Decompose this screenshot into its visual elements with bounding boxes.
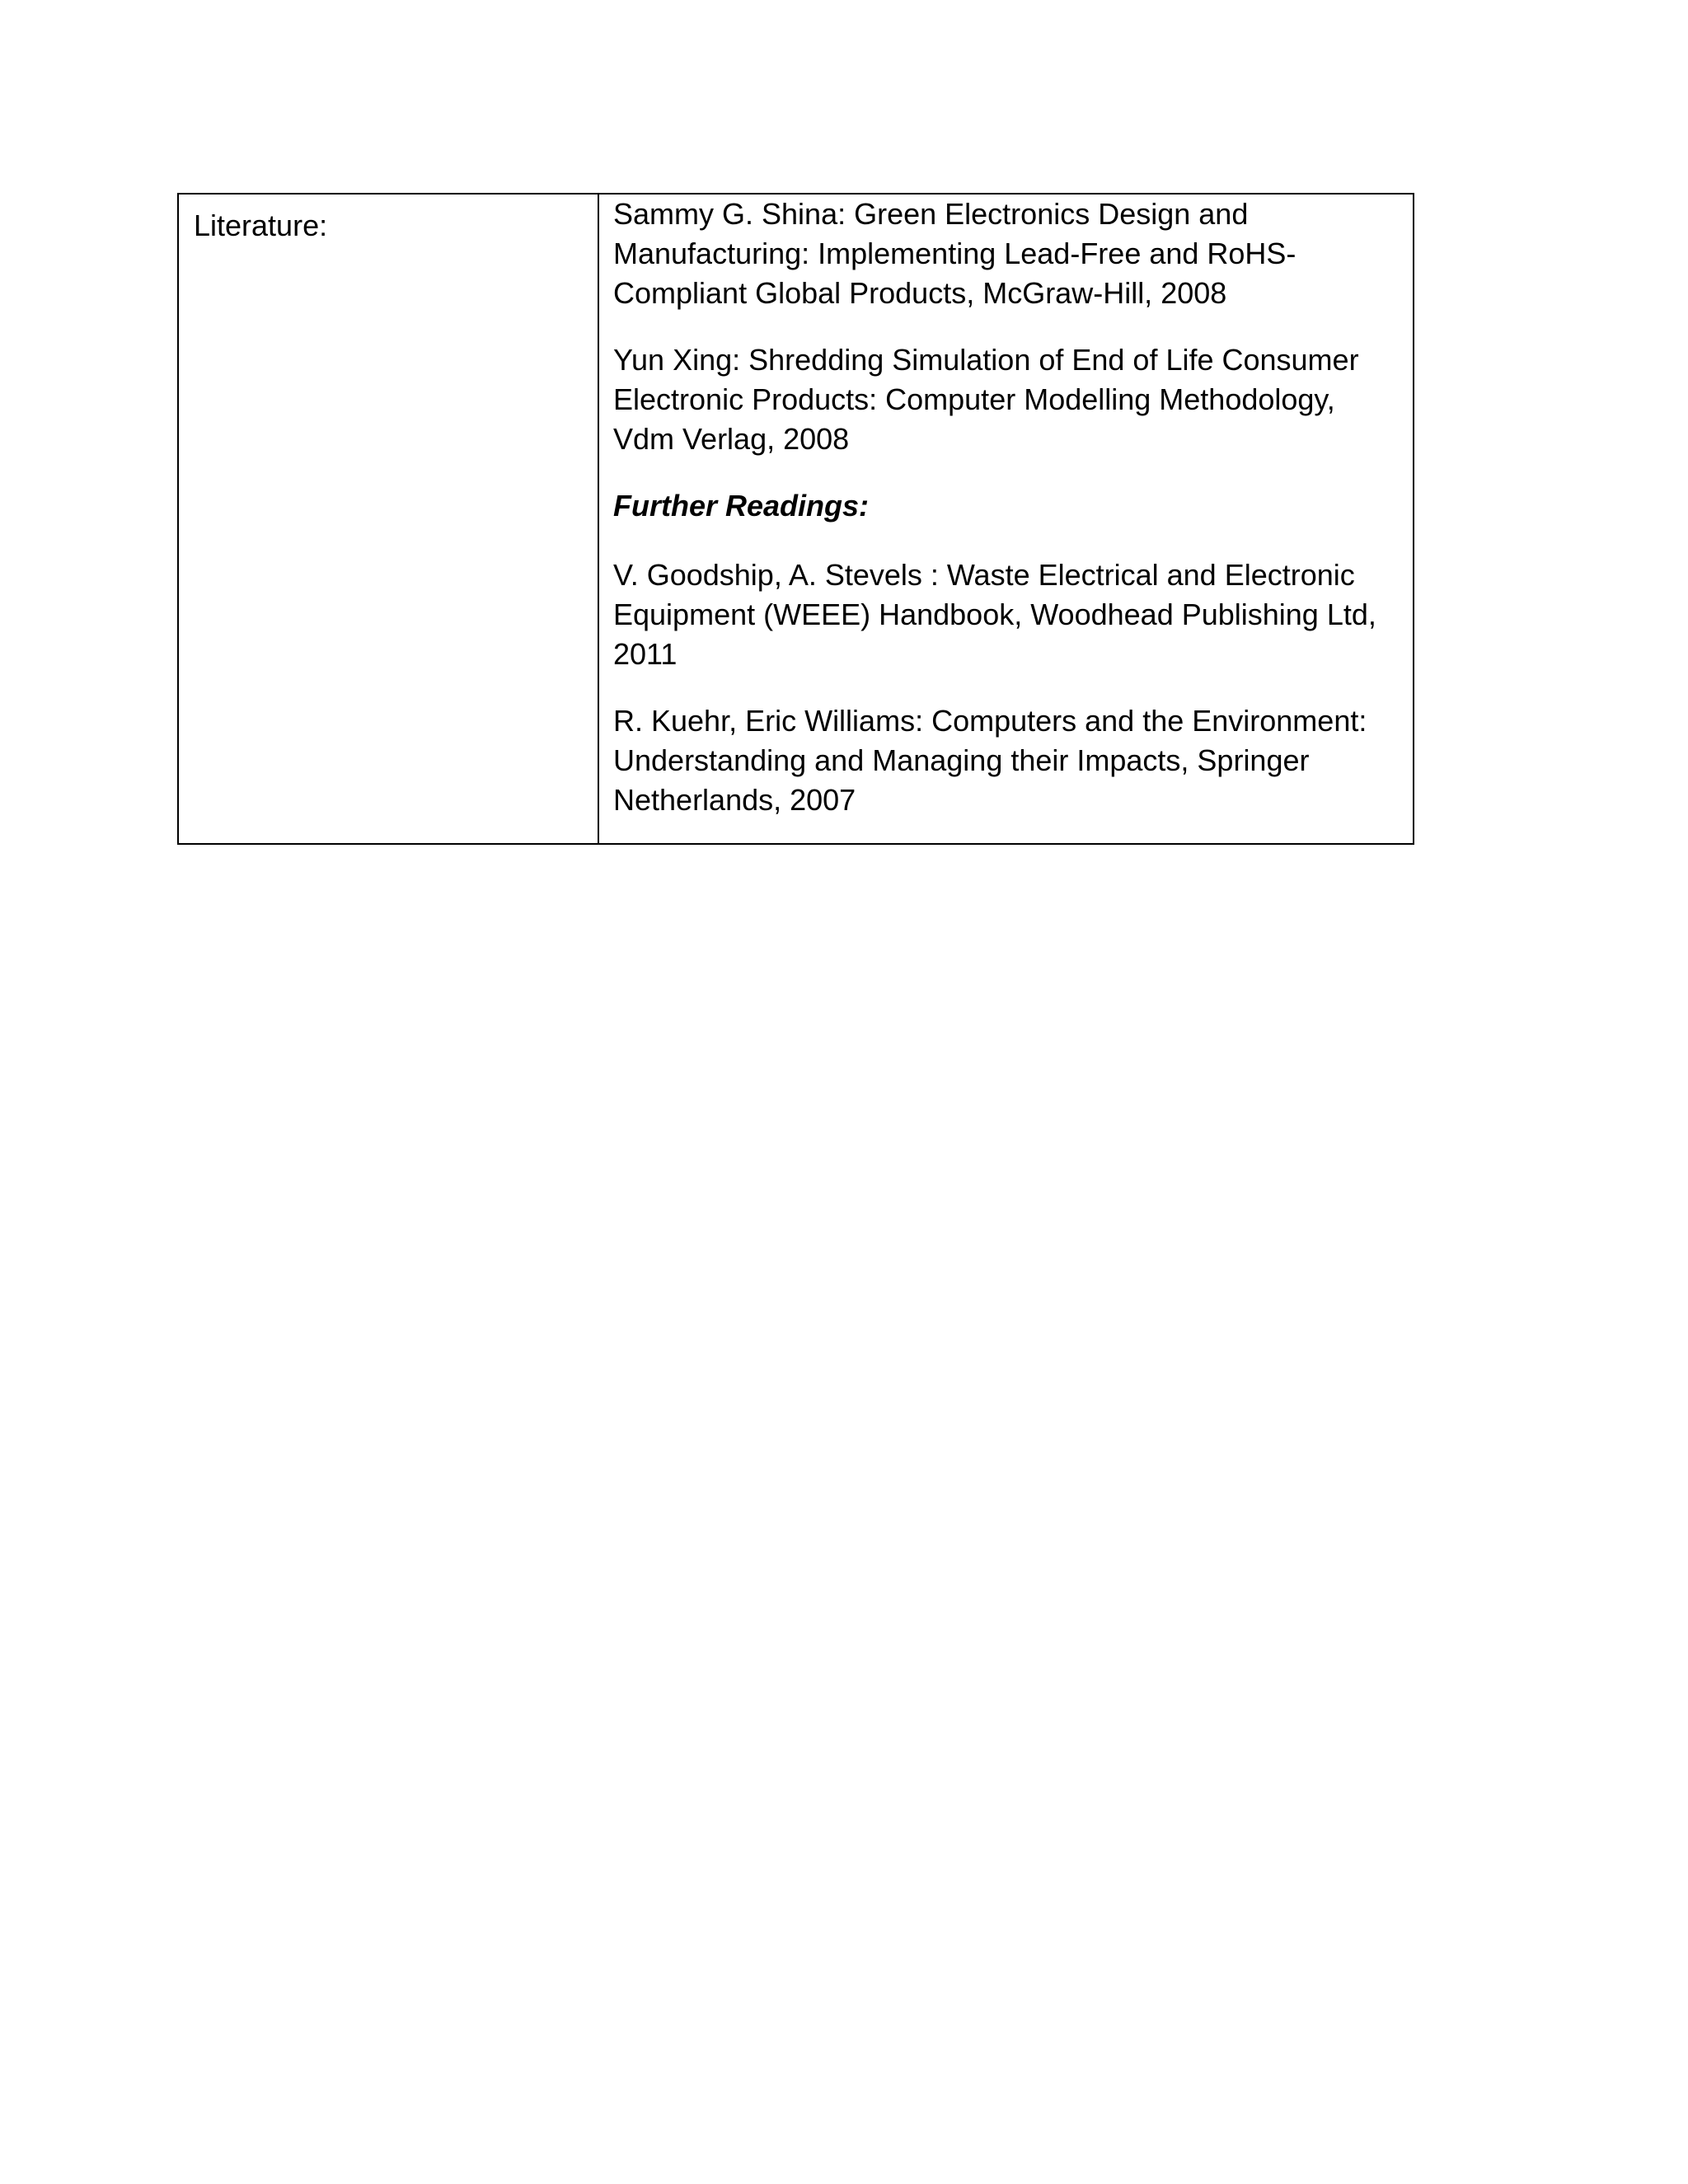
reference-item: Yun Xing: Shredding Simulation of End of Life Consumer Electronic Products: Computer Modelling Methodology, Vdm Verlag, 2008: [613, 343, 1359, 456]
literature-label: Literature:: [194, 209, 328, 242]
references-list: [599, 194, 1413, 820]
label-cell: [178, 194, 598, 844]
content-cell: [598, 194, 1414, 844]
literature-table: [177, 193, 1414, 845]
table-row: [178, 194, 1414, 844]
further-readings-heading: Further Readings:: [613, 489, 870, 523]
further-reference-item: V. Goodship, A. Stevels : Waste Electrical and Electronic Equipment (WEEE) Handbook, Woodhead Publishing Ltd, 2011: [613, 558, 1376, 671]
further-reference-item: R. Kuehr, Eric Williams: Computers and the Environment: Understanding and Managing their Impacts, Springer Netherlands, 2007: [613, 704, 1367, 817]
reference-item: Sammy G. Shina: Green Electronics Design and Manufacturing: Implementing Lead-Free and RoHS-Compliant Global Products, McGraw-Hill, 2008: [613, 197, 1296, 310]
